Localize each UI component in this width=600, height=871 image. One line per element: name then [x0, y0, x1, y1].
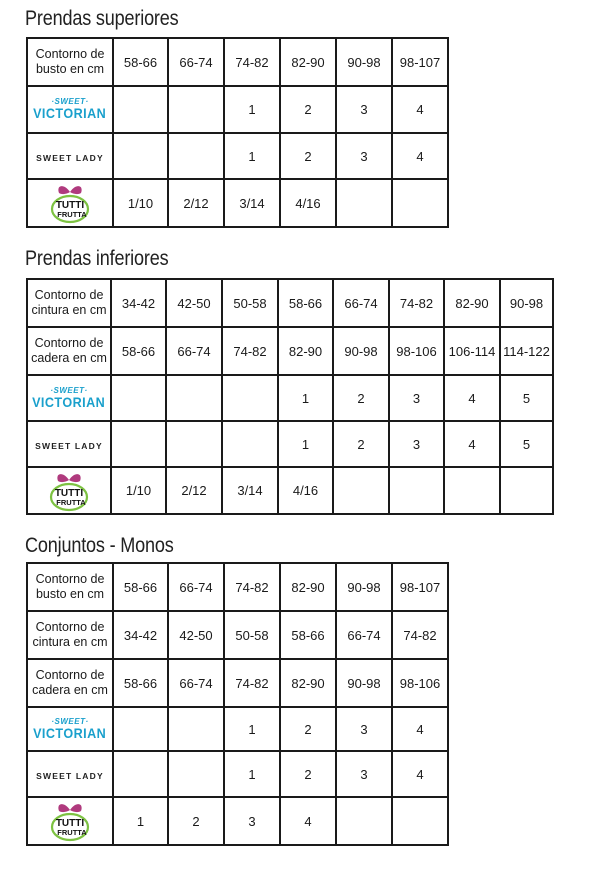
measure-label-line: busto en cm	[35, 587, 105, 601]
brand-cell	[27, 467, 111, 514]
brand-cell	[27, 86, 113, 133]
size-cell: 4	[392, 133, 448, 179]
size-cell: 114-122	[500, 327, 553, 375]
measure-label-line: Contorno de	[34, 336, 104, 350]
size-cell	[336, 179, 392, 227]
size-cell	[222, 375, 278, 421]
size-cell: 3/14	[222, 467, 278, 514]
tutti-frutta-logo	[47, 182, 93, 224]
size-cell	[392, 797, 448, 845]
table-row	[27, 421, 553, 467]
size-cell: 3	[336, 86, 392, 133]
size-cell: 58-66	[111, 327, 166, 375]
size-cell: 4/16	[278, 467, 333, 514]
size-cell	[166, 421, 222, 467]
size-cell: 3	[336, 133, 392, 179]
size-cell: 50-58	[222, 279, 278, 327]
size-cell: 74-82	[389, 279, 444, 327]
brand-cell	[27, 421, 111, 467]
size-cell: 90-98	[336, 659, 392, 707]
size-cell: 66-74	[333, 279, 389, 327]
size-cell: 4	[392, 86, 448, 133]
sweet-victorian-logo: ·SWEET· VICTORIAN	[33, 716, 107, 741]
size-cell: 58-66	[280, 611, 336, 659]
svg-text:TUTTI: TUTTI	[55, 818, 85, 829]
size-cell: 4	[444, 421, 500, 467]
size-cell: 1	[224, 86, 280, 133]
size-table-superiores	[26, 37, 449, 228]
size-cell: 2/12	[166, 467, 222, 514]
size-cell: 5	[500, 375, 553, 421]
size-cell: 3	[389, 375, 444, 421]
brand-cell	[27, 133, 113, 179]
size-cell: 74-82	[392, 611, 448, 659]
measure-label	[27, 38, 113, 86]
sweet-lady-logo: SWEET LADY	[36, 152, 104, 163]
table-row	[27, 375, 553, 421]
measure-label-line: Contorno de	[35, 572, 105, 586]
size-cell	[168, 86, 224, 133]
size-cell: 1	[113, 797, 168, 845]
size-cell: 66-74	[168, 659, 224, 707]
size-cell: 1/10	[111, 467, 166, 514]
size-cell: 1/10	[113, 179, 168, 227]
size-table-conjuntos	[26, 562, 449, 846]
size-cell: 2	[168, 797, 224, 845]
size-cell: 98-107	[392, 38, 448, 86]
table-row	[27, 563, 448, 611]
measure-label	[27, 279, 111, 327]
brand-cell	[27, 179, 113, 227]
size-cell: 3/14	[224, 179, 280, 227]
size-cell: 90-98	[336, 563, 392, 611]
table-row	[27, 179, 448, 227]
size-cell: 3	[336, 751, 392, 797]
size-cell: 1	[224, 133, 280, 179]
brand-cell	[27, 797, 113, 845]
size-cell: 1	[224, 707, 280, 751]
size-cell: 2	[333, 375, 389, 421]
brand-cell	[27, 751, 113, 797]
size-cell: 4	[444, 375, 500, 421]
size-cell	[336, 797, 392, 845]
sweet-lady-logo: SWEET LADY	[35, 440, 103, 451]
measure-label-line: cintura en cm	[32, 635, 108, 649]
size-cell: 2	[280, 751, 336, 797]
brand-cell	[27, 707, 113, 751]
size-cell: 34-42	[113, 611, 168, 659]
table-row	[27, 611, 448, 659]
size-cell: 98-106	[389, 327, 444, 375]
sweet-victorian-logo: ·SWEET· VICTORIAN	[33, 97, 107, 121]
table-row	[27, 751, 448, 797]
measure-label-line: Contorno de	[34, 288, 104, 302]
size-cell: 58-66	[113, 659, 168, 707]
brand-cell	[27, 375, 111, 421]
size-cell: 3	[389, 421, 444, 467]
size-cell: 1	[278, 375, 333, 421]
size-cell: 3	[224, 797, 280, 845]
size-cell: 2	[280, 86, 336, 133]
size-cell: 90-98	[336, 38, 392, 86]
sweet-lady-logo: SWEET LADY	[36, 770, 104, 781]
measure-label	[27, 327, 111, 375]
table-row	[27, 279, 553, 327]
size-cell	[168, 751, 224, 797]
size-cell: 82-90	[280, 659, 336, 707]
size-cell	[166, 375, 222, 421]
size-cell: 4/16	[280, 179, 336, 227]
size-cell: 4	[280, 797, 336, 845]
svg-text:FRUTTA: FRUTTA	[57, 828, 87, 837]
size-cell: 66-74	[166, 327, 222, 375]
size-cell: 106-114	[444, 327, 500, 375]
table-row	[27, 38, 448, 86]
table-row	[27, 467, 553, 514]
size-cell: 74-82	[224, 659, 280, 707]
size-cell: 2	[333, 421, 389, 467]
size-cell: 82-90	[280, 563, 336, 611]
size-cell	[500, 467, 553, 514]
svg-text:TUTTI: TUTTI	[55, 200, 85, 211]
size-cell: 2	[280, 133, 336, 179]
size-cell	[111, 421, 166, 467]
size-table-inferiores	[26, 278, 554, 515]
size-cell: 4	[392, 751, 448, 797]
size-cell: 1	[278, 421, 333, 467]
size-cell: 2	[280, 707, 336, 751]
table-row	[27, 797, 448, 845]
svg-text:FRUTTA: FRUTTA	[56, 497, 86, 507]
size-cell	[111, 375, 166, 421]
size-cell: 34-42	[111, 279, 166, 327]
tutti-frutta-logo	[46, 470, 92, 512]
size-cell: 1	[224, 751, 280, 797]
measure-label-line: busto en cm	[35, 62, 105, 76]
tutti-frutta-logo	[47, 800, 93, 842]
size-cell	[113, 133, 168, 179]
section-title-superiores: Prendas superiores	[25, 7, 179, 30]
size-cell: 42-50	[168, 611, 224, 659]
measure-label-line: cadera en cm	[32, 683, 108, 697]
size-cell: 5	[500, 421, 553, 467]
size-cell: 82-90	[278, 327, 333, 375]
section-title-conjuntos: Conjuntos - Monos	[25, 534, 174, 557]
section-title-inferiores: Prendas inferiores	[25, 247, 169, 270]
size-cell: 42-50	[166, 279, 222, 327]
table-row	[27, 327, 553, 375]
measure-label	[27, 659, 113, 707]
size-cell: 98-107	[392, 563, 448, 611]
size-cell	[113, 707, 168, 751]
measure-label-line: cadera en cm	[31, 351, 107, 365]
table-row	[27, 659, 448, 707]
measure-label-line: Contorno de	[35, 620, 105, 634]
size-cell	[168, 133, 224, 179]
table-row	[27, 707, 448, 751]
measure-label-line: Contorno de	[35, 668, 105, 682]
measure-label	[27, 611, 113, 659]
svg-text:TUTTI: TUTTI	[54, 487, 84, 499]
size-cell	[444, 467, 500, 514]
size-cell	[392, 179, 448, 227]
size-cell: 90-98	[333, 327, 389, 375]
size-cell: 82-90	[280, 38, 336, 86]
size-cell: 82-90	[444, 279, 500, 327]
measure-label-line: cintura en cm	[31, 303, 107, 317]
size-cell: 66-74	[168, 38, 224, 86]
size-cell: 50-58	[224, 611, 280, 659]
size-cell	[333, 467, 389, 514]
size-cell: 74-82	[224, 38, 280, 86]
size-cell	[222, 421, 278, 467]
size-cell	[113, 86, 168, 133]
size-cell: 58-66	[278, 279, 333, 327]
size-cell: 66-74	[168, 563, 224, 611]
size-cell: 74-82	[224, 563, 280, 611]
size-cell: 66-74	[336, 611, 392, 659]
measure-label-line: Contorno de	[35, 47, 105, 61]
size-cell	[113, 751, 168, 797]
size-cell: 58-66	[113, 563, 168, 611]
size-cell: 4	[392, 707, 448, 751]
table-row	[27, 133, 448, 179]
svg-text:FRUTTA: FRUTTA	[57, 210, 87, 219]
size-cell: 74-82	[222, 327, 278, 375]
size-cell: 90-98	[500, 279, 553, 327]
table-row	[27, 86, 448, 133]
size-cell: 3	[336, 707, 392, 751]
sweet-victorian-logo: ·SWEET· VICTORIAN	[32, 385, 106, 410]
size-cell	[389, 467, 444, 514]
size-cell: 98-106	[392, 659, 448, 707]
size-cell: 58-66	[113, 38, 168, 86]
size-cell	[168, 707, 224, 751]
size-cell: 2/12	[168, 179, 224, 227]
measure-label	[27, 563, 113, 611]
